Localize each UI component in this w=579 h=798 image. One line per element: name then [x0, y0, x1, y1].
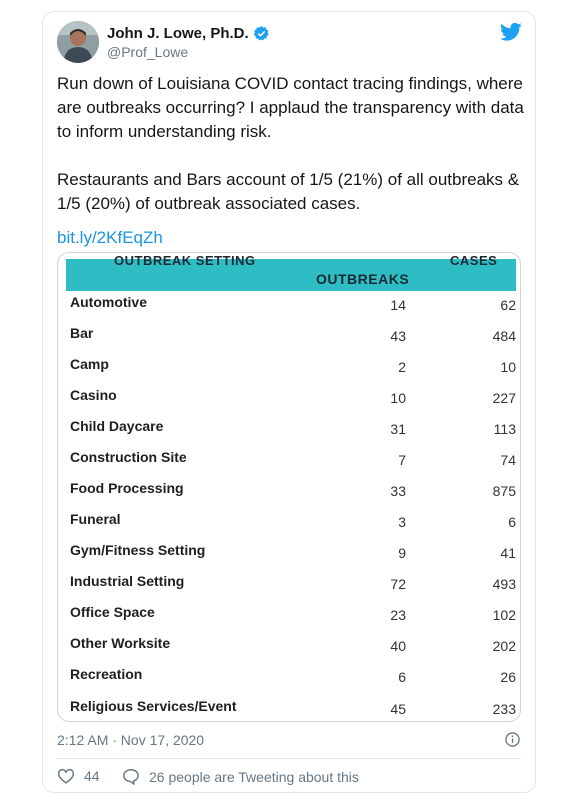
- verified-badge-icon: [253, 25, 270, 42]
- table-row: [58, 511, 521, 542]
- cell-setting: Gym/Fitness Setting: [70, 542, 206, 558]
- table-row: [58, 666, 521, 697]
- like-count: 44: [84, 768, 100, 784]
- cell-cases: 6: [508, 514, 516, 530]
- cell-cases: 227: [492, 390, 516, 406]
- cell-outbreaks: 9: [398, 545, 406, 561]
- table-header: [66, 253, 516, 291]
- cell-cases: 484: [492, 328, 516, 344]
- heart-icon[interactable]: [57, 768, 75, 784]
- media-image[interactable]: [57, 252, 521, 722]
- cell-cases: 113: [493, 421, 516, 437]
- cell-setting: Other Worksite: [70, 635, 171, 651]
- table-row: [58, 542, 521, 573]
- table-row: [58, 698, 521, 722]
- cell-outbreaks: 31: [390, 421, 406, 437]
- avatar-photo: [57, 21, 99, 63]
- cell-setting: Food Processing: [70, 480, 184, 496]
- tweet-paragraph-2: Restaurants and Bars account of 1/5 (21%) of all outbreaks & 1/5 (20%) of outbreak associated cases.: [57, 170, 520, 213]
- divider: [57, 758, 521, 759]
- avatar[interactable]: [57, 21, 99, 63]
- info-icon[interactable]: [505, 732, 520, 747]
- cell-outbreaks: 7: [398, 452, 406, 468]
- cell-cases: 10: [500, 359, 516, 375]
- like-action[interactable]: [57, 768, 100, 784]
- cell-setting: Recreation: [70, 666, 143, 682]
- cell-outbreaks: 2: [398, 359, 406, 375]
- timestamp[interactable]: 2:12 AM · Nov 17, 2020: [57, 732, 205, 748]
- cell-setting: Casino: [70, 387, 117, 403]
- cell-setting: Automotive: [70, 294, 147, 310]
- tweet-link[interactable]: bit.ly/2KfEqZh: [57, 228, 163, 247]
- tweeting-about-text: 26 people are Tweeting about this: [149, 768, 359, 785]
- cell-setting: Camp: [70, 356, 109, 372]
- cell-setting: Industrial Setting: [70, 573, 185, 589]
- cell-cases: 62: [500, 297, 516, 313]
- cell-outbreaks: 45: [390, 701, 406, 717]
- table-row: [58, 604, 521, 635]
- tweeting-about-action[interactable]: [122, 768, 359, 785]
- cell-cases: 202: [492, 638, 516, 654]
- cell-setting: Bar: [70, 325, 94, 341]
- cell-cases: 493: [492, 576, 516, 592]
- cell-outbreaks: 6: [398, 669, 406, 685]
- cell-cases: 26: [500, 669, 516, 685]
- twitter-bird-icon[interactable]: [500, 22, 522, 42]
- table-row: [58, 294, 521, 325]
- tweet-paragraph-1: Run down of Louisiana COVID contact tracing findings, where are outbreaks occurring? I applaud the transparency with data to inform understanding risk.: [57, 74, 524, 141]
- table-row: [58, 387, 521, 418]
- cell-setting: Office Space: [70, 604, 155, 620]
- author-name-row[interactable]: [107, 25, 270, 42]
- author-handle[interactable]: @Prof_Lowe: [107, 44, 189, 60]
- table-row: [58, 325, 521, 356]
- cell-setting: Funeral: [70, 511, 121, 527]
- table-row: [58, 418, 521, 449]
- cell-outbreaks: 43: [390, 328, 406, 344]
- header-setting: OUTBREAK SETTING: [114, 253, 256, 268]
- cell-cases: 41: [500, 545, 516, 561]
- cell-outbreaks: 40: [390, 638, 406, 654]
- cell-outbreaks: 72: [390, 576, 406, 592]
- author-name[interactable]: John J. Lowe, Ph.D.: [107, 25, 249, 42]
- cell-outbreaks: 3: [398, 514, 406, 530]
- cell-outbreaks: 14: [390, 297, 406, 313]
- table-row: [58, 449, 521, 480]
- cell-outbreaks: 23: [390, 607, 406, 623]
- table-row: [58, 480, 521, 511]
- cell-setting: Religious Services/Event: [70, 698, 237, 714]
- table-row: [58, 573, 521, 604]
- table-row: [58, 635, 521, 666]
- table-row: [58, 356, 521, 387]
- cell-setting: Child Daycare: [70, 418, 164, 434]
- cell-cases: 74: [500, 452, 516, 468]
- header-outbreaks: OUTBREAKS: [316, 271, 410, 287]
- header-cases: CASES: [450, 253, 498, 268]
- cell-outbreaks: 10: [390, 390, 406, 406]
- cell-cases: 233: [492, 701, 516, 717]
- tweet-text: [57, 72, 527, 216]
- cell-cases: 875: [492, 483, 516, 499]
- cell-setting: Construction Site: [70, 449, 187, 465]
- cell-outbreaks: 33: [390, 483, 406, 499]
- speech-bubble-icon[interactable]: [122, 768, 140, 785]
- cell-cases: 102: [492, 607, 516, 623]
